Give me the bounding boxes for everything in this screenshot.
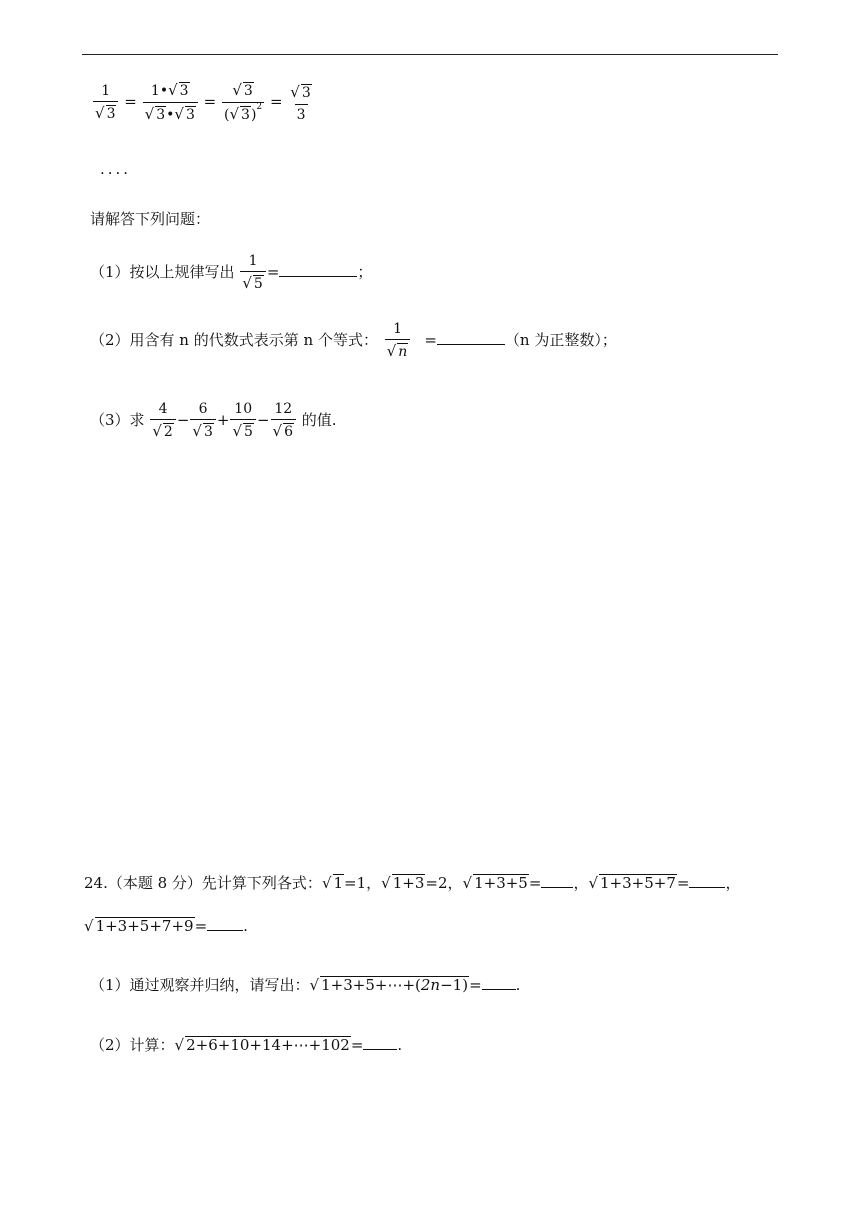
step1-fraction: $\frac{1•√ 3}{√ 3•√ 3}$ xyxy=(143,82,198,123)
q2-fraction: $\frac{1}{√ n}$ xyxy=(385,322,411,360)
question-24-part-1: （1）通过观察并归纳，请写出：√ 1+3+5+⋯+(2n−1)= . xyxy=(90,976,521,994)
q3-term-1: $\frac{4}{√ 2}$ xyxy=(150,402,175,440)
question-3: （3）求 $\frac{4}{√ 2}$ − $\frac{6}{√ 3}$ + $\frac{10}{√ 5}$ − $\frac{12}{√ 6}$ 的值. xyxy=(90,401,337,440)
step2-fraction: $\frac{√ 3}{(√ 3)^2}$ xyxy=(224,81,263,124)
question-24-part-2: （2）计算：√ 2+6+10+14+⋯+102= . xyxy=(90,1036,403,1054)
lhs-fraction: $\frac{1}{√ 3}$ xyxy=(93,84,118,122)
answer-blank[interactable] xyxy=(482,975,516,990)
answer-blank[interactable] xyxy=(207,916,243,931)
answer-blank[interactable] xyxy=(363,1035,397,1050)
step3-fraction: $\frac{√ 3}{3}$ xyxy=(290,82,311,123)
q1-fraction: $\frac{1}{√ 5}$ xyxy=(240,254,265,292)
prompt-text: 请解答下列问题： xyxy=(90,210,211,228)
rationalize-formula xyxy=(92,82,315,123)
equals-sign: = xyxy=(203,92,217,111)
answer-blank[interactable] xyxy=(279,262,357,277)
ellipsis: .... xyxy=(100,160,132,178)
question-2: （2）用含有 n 的代数式表示第 n 个等式： $\frac{1}{√ n}$ = （n 为正整数）； xyxy=(90,321,617,360)
question-24-line-2: √ 1+3+5+7+9= . xyxy=(84,917,248,935)
question-1: （1）按以上规律写出 $\frac{1}{√ 5}$ = ； xyxy=(90,253,373,292)
equals-sign: = xyxy=(269,92,283,111)
answer-blank[interactable] xyxy=(689,873,725,888)
q3-term-3: $\frac{10}{√ 5}$ xyxy=(230,402,255,440)
header-rule xyxy=(82,54,778,55)
equals-sign: = xyxy=(124,92,137,111)
q3-term-2: $\frac{6}{√ 3}$ xyxy=(190,402,215,440)
question-24-line-1: 24.（本题 8 分）先计算下列各式：√ 1=1，√ 1+3=2，√ 1+3+5= ，√ 1+3+5+7= ， xyxy=(84,874,741,892)
answer-blank[interactable] xyxy=(437,330,505,345)
answer-blank[interactable] xyxy=(541,873,573,888)
q3-term-4: $\frac{12}{√ 6}$ xyxy=(271,402,296,440)
